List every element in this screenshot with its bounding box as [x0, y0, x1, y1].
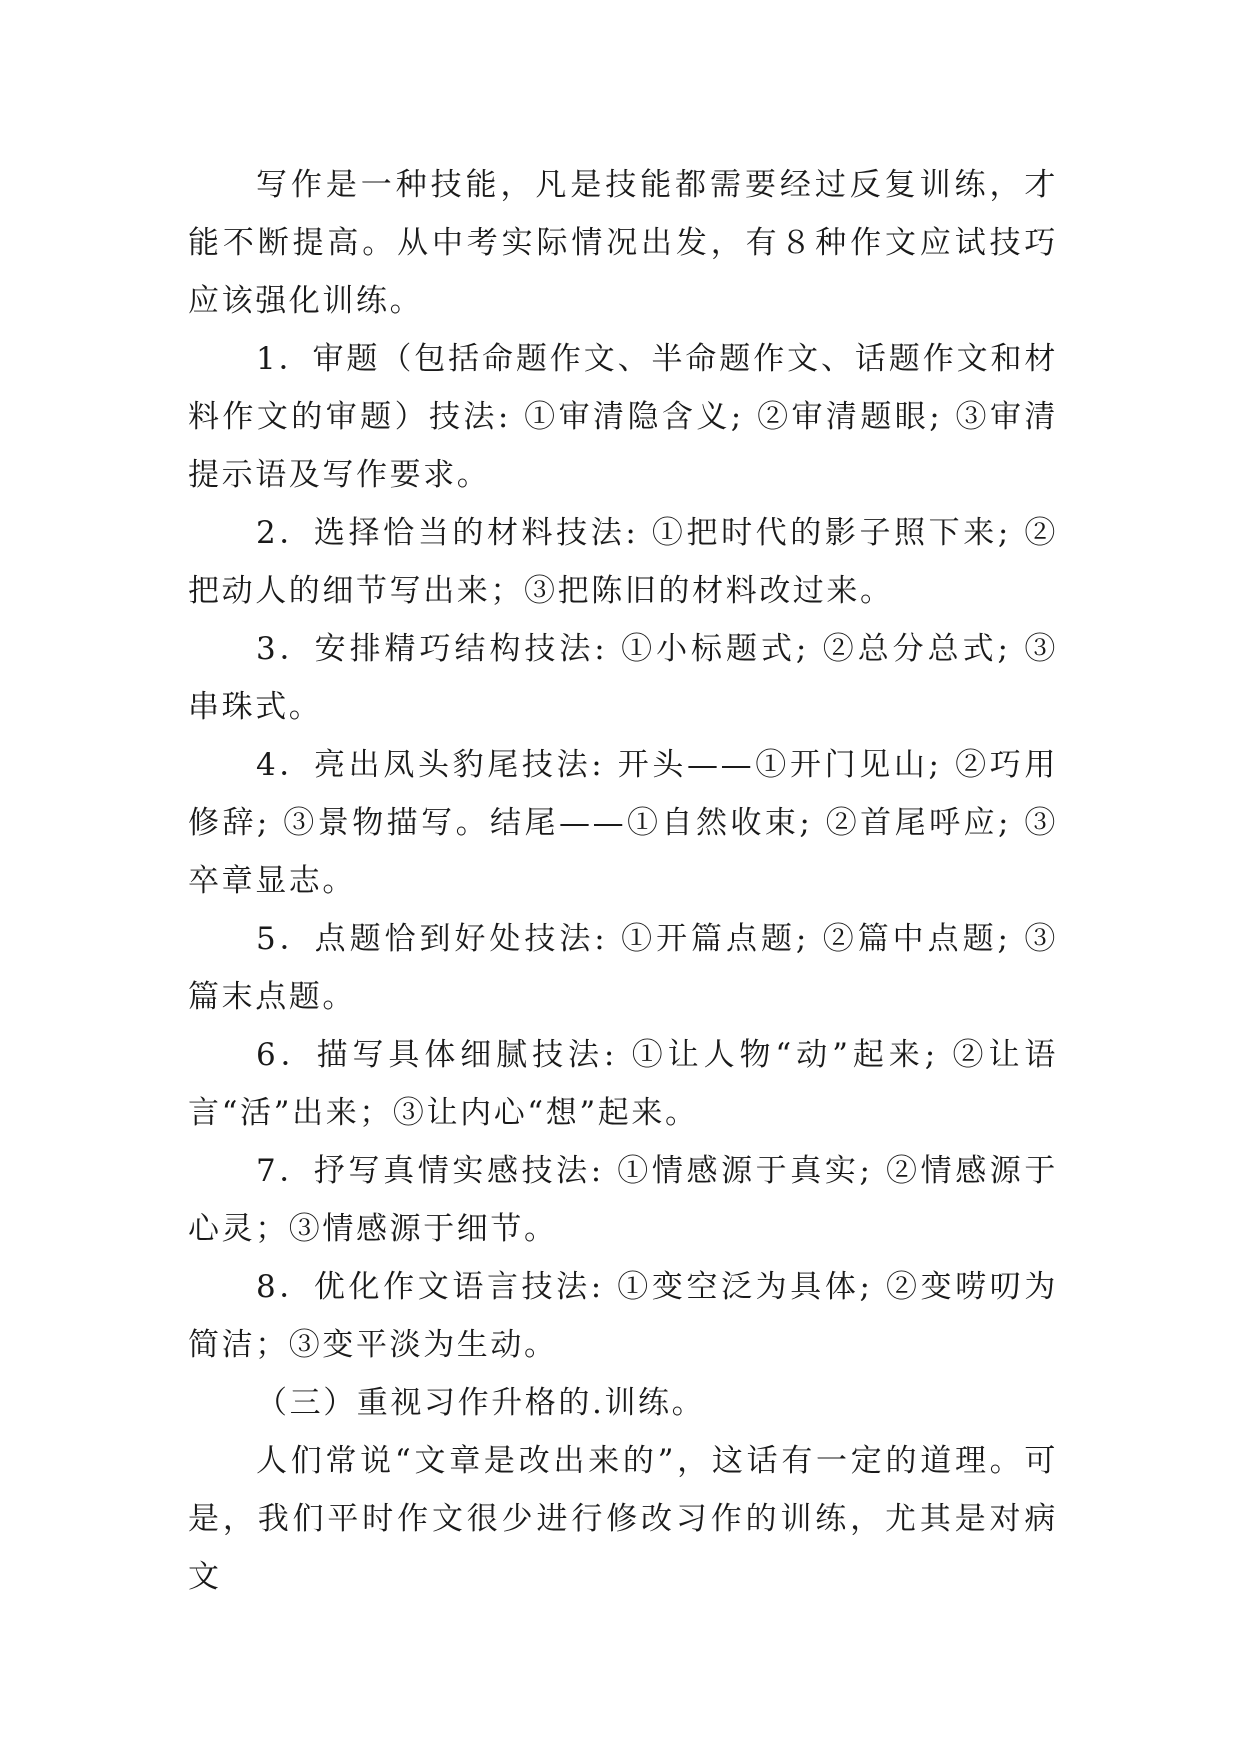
paragraph-item-5: 5．点题恰到好处技法: ①开篇点题; ②篇中点题; ③篇末点题。	[188, 921, 1058, 1015]
paragraph-item-6: 6．描写具体细腻技法: ①让人物“动”起来; ②让语言“活”出来；③让内心“想”起来。	[188, 1037, 1058, 1131]
paragraph-intro: 写作是一种技能，凡是技能都需要经过反复训练，才能不断提高。从中考实际情况出发，有８种作文应试技巧应该强化训练。	[188, 167, 1058, 319]
paragraph-item-3: 3．安排精巧结构技法: ①小标题式; ②总分总式; ③串珠式。	[188, 631, 1058, 725]
section-heading: （三）重视习作升格的.训练。	[256, 1385, 706, 1421]
paragraph-item-2: 2．选择恰当的材料技法: ①把时代的影子照下来; ②把动人的细节写出来；③把陈旧的材料改过来。	[188, 515, 1058, 609]
paragraph-revision: 人们常说“文章是改出来的”，这话有一定的道理。可是，我们平时作文很少进行修改习作的训练，尤其是对病文	[188, 1443, 1058, 1595]
paragraph-item-7: 7．抒写真情实感技法: ①情感源于真实; ②情感源于心灵；③情感源于细节。	[188, 1153, 1058, 1247]
paragraph-item-1: 1．审题（包括命题作文、半命题作文、话题作文和材料作文的审题）技法: ①审清隐含义; ②审清题眼; ③审清提示语及写作要求。	[188, 341, 1058, 493]
document-body	[188, 156, 1058, 1606]
paragraph-item-8: 8．优化作文语言技法: ①变空泛为具体; ②变唠叨为简洁；③变平淡为生动。	[188, 1269, 1058, 1363]
paragraph-item-4: 4．亮出凤头豹尾技法: 开头——①开门见山; ②巧用修辞; ③景物描写。结尾——①自然收束; ②首尾呼应; ③卒章显志。	[188, 747, 1058, 899]
